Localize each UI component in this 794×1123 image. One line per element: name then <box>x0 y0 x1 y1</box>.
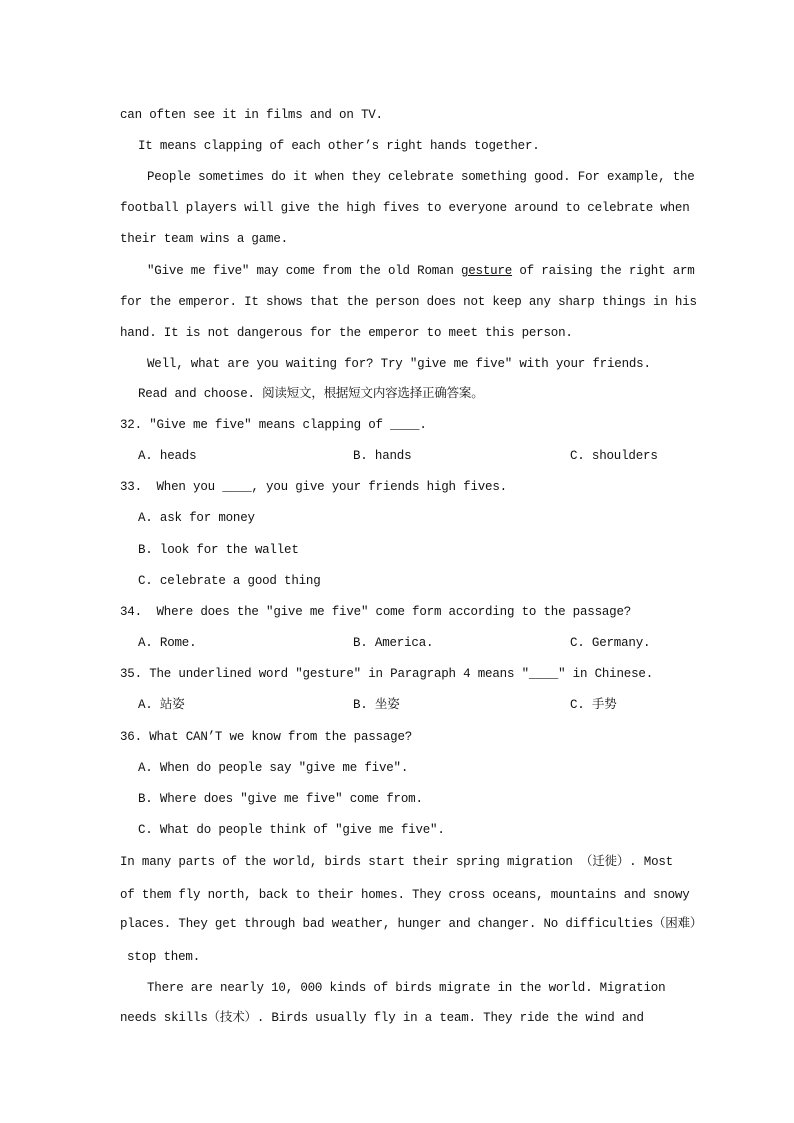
option: A. heads <box>138 449 197 463</box>
passage1-line: hand. It is not dangerous for the emperor to meet this person. <box>120 326 573 340</box>
passage2-line: of them fly north, back to their homes. They cross oceans, mountains and snowy <box>120 888 690 902</box>
passage1-line: can often see it in films and on TV. <box>120 108 383 122</box>
option: C. Germany. <box>570 636 651 650</box>
option: A. When do people say "give me five". <box>138 761 409 775</box>
passage2-line: In many parts of the world, birds start their spring migration （迁徙）. Most <box>120 855 673 869</box>
question-stem: 35. The underlined word "gesture" in Paragraph 4 means "____" in Chinese. <box>120 667 653 681</box>
instruction: Read and choose. 阅读短文，根据短文内容选择正确答案。 <box>138 387 484 401</box>
passage1-line: their team wins a game. <box>120 232 288 246</box>
option: C. What do people think of "give me five". <box>138 823 445 837</box>
passage2-line: There are nearly 10, 000 kinds of birds migrate in the world. Migration <box>147 981 666 995</box>
passage2-line: needs skills（技术）. Birds usually fly in a team. They ride the wind and <box>120 1011 644 1025</box>
question-stem: 36. What CAN’T we know from the passage? <box>120 730 413 744</box>
option: B. hands <box>353 449 412 463</box>
passage1-line <box>147 263 695 279</box>
option: B. America. <box>353 636 434 650</box>
passage1-line: It means clapping of each other’s right hands together. <box>138 139 540 153</box>
passage1-line: Well, what are you waiting for? Try "give me five" with your friends. <box>147 357 651 371</box>
passage1-line: for the emperor. It shows that the person does not keep any sharp things in his <box>120 295 697 309</box>
option: A. Rome. <box>138 636 197 650</box>
passage2-line: places. They get through bad weather, hunger and changer. No difficulties（困难） <box>120 917 703 931</box>
option: B. 坐姿 <box>353 698 400 712</box>
question-stem: 34. Where does the "give me five" come form according to the passage? <box>120 605 632 619</box>
passage1-line: People sometimes do it when they celebrate something good. For example, the <box>147 170 695 184</box>
passage1-text: of raising the right arm <box>512 264 695 278</box>
option: B. look for the wallet <box>138 543 299 557</box>
passage1-text: "Give me five" may come from the old Roman <box>147 264 461 278</box>
question-stem: 33. When you ____, you give your friends high fives. <box>120 480 507 494</box>
option: B. Where does "give me five" come from. <box>138 792 423 806</box>
underlined-word: gesture <box>460 264 513 278</box>
option: A. 站姿 <box>138 698 185 712</box>
passage2-line: stop them. <box>127 950 201 964</box>
option: A. ask for money <box>138 511 255 525</box>
option: C. shoulders <box>570 449 658 463</box>
question-stem: 32. "Give me five" means clapping of ____. <box>120 418 427 432</box>
passage1-line: football players will give the high fives to everyone around to celebrate when <box>120 201 690 215</box>
option: C. 手势 <box>570 698 617 712</box>
option: C. celebrate a good thing <box>138 574 321 588</box>
